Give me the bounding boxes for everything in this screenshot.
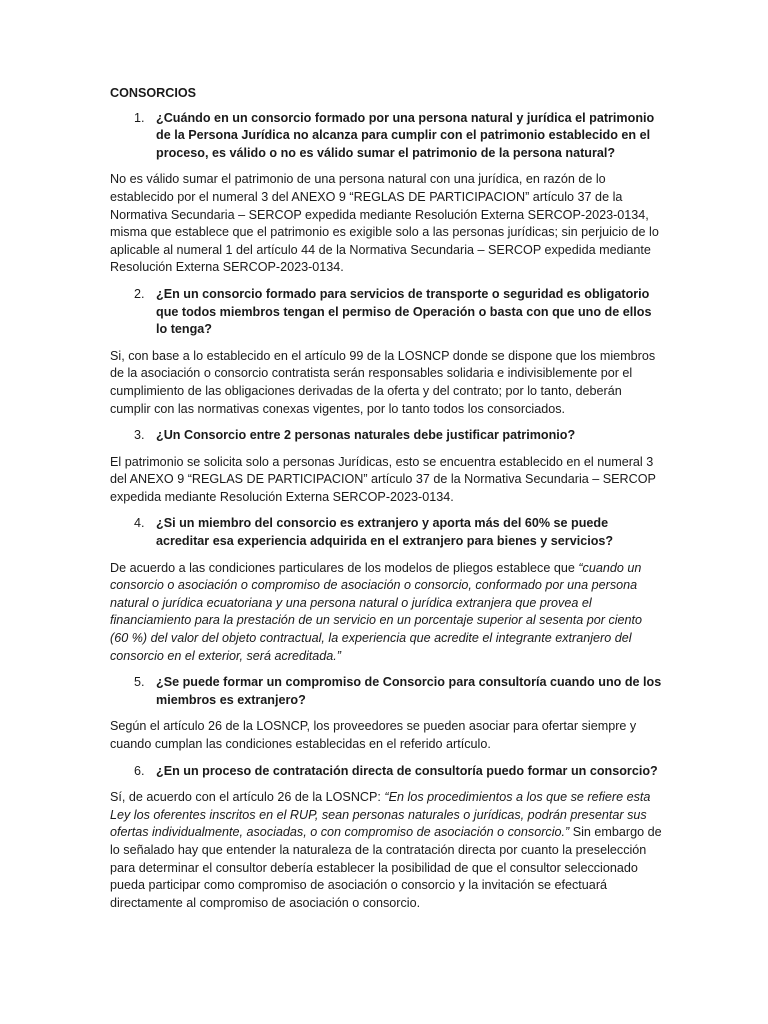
answer-text: De acuerdo a las condiciones particulares de los modelos de pliegos establece que bbox=[110, 560, 579, 575]
question-1 bbox=[110, 110, 662, 163]
document-page bbox=[110, 85, 662, 921]
answer-text: Si, con base a lo establecido en el artículo 99 de la LOSNCP donde se dispone que los miembros de la asociación o consorcio contratista serán responsables solidaria e indivisiblemente por el cumplimiento de las obligaciones derivadas de la oferta y del contrato; por lo tanto, deberán cumplir con las normativas conexas vigentes, por lo tanto todos los consorciados. bbox=[110, 348, 656, 416]
answer-text: El patrimonio se solicita solo a personas Jurídicas, esto se encuentra establecido en el numeral 3 del ANEXO 9 “REGLAS DE PARTICIPACION” artículo 37 de la Normativa Secundaria – SERCOP expedida mediante Resolución Externa SERCOP-2023-0134. bbox=[110, 454, 656, 504]
question-number: 6. bbox=[134, 763, 145, 778]
answer-text: Sí, de acuerdo con el artículo 26 de la LOSNCP: bbox=[110, 790, 385, 805]
question-text: ¿En un consorcio formado para servicios de transporte o seguridad es obligatorio que todos miembros tengan el permiso de Operación o basta con que uno de ellos lo tenga? bbox=[156, 286, 652, 337]
answer-text: No es válido sumar el patrimonio de una persona natural con una jurídica, en razón de lo establecido por el numeral 3 del ANEXO 9 “REGLAS DE PARTICIPACION” artículo 37 de la Normativa Secundaria – SERCOP expedida mediante Resolución Externa SERCOP-2023-0134, misma que establece que el patrimonio es exigible solo a las personas jurídicas; sin perjuicio de lo aplicable al numeral 1 del artículo 44 de la Normativa Secundaria – SERCOP expedida mediante Resolución Externa SERCOP-2023-0134. bbox=[110, 172, 659, 275]
question-4 bbox=[110, 515, 662, 550]
question-number: 2. bbox=[134, 286, 145, 301]
question-3 bbox=[110, 427, 662, 445]
answer-6 bbox=[110, 789, 662, 912]
question-text: ¿Cuándo en un consorcio formado por una persona natural y jurídica el patrimonio de la Persona Jurídica no alcanza para cumplir con el patrimonio establecido en el proceso, es válido o no es válido sumar el patrimonio de la persona natural? bbox=[156, 110, 655, 160]
question-number: 3. bbox=[134, 428, 145, 443]
question-number: 5. bbox=[134, 675, 145, 690]
answer-2 bbox=[110, 348, 662, 418]
answer-4 bbox=[110, 560, 662, 666]
answer-5 bbox=[110, 718, 662, 753]
question-text: ¿En un proceso de contratación directa de consultoría puedo formar un consorcio? bbox=[156, 763, 658, 778]
answer-1 bbox=[110, 171, 662, 277]
answer-quote: “En los procedimientos a los que se refiere esta Ley los oferentes inscritos en el RUP, sean personas naturales o jurídicas, podrán presentar sus ofertas individualmente, asociadas, o con compromiso de asociación o consorcio.” bbox=[110, 790, 651, 840]
question-number: 1. bbox=[134, 110, 145, 125]
question-text: ¿Si un miembro del consorcio es extranjero y aporta más del 60% se puede acreditar esa experiencia adquirida en el extranjero para bienes y servicios? bbox=[156, 516, 614, 549]
answer-3 bbox=[110, 454, 662, 507]
question-number: 4. bbox=[134, 516, 145, 531]
answer-tail: Sin embargo de lo señalado hay que entender la naturaleza de la contratación directa por cuanto la preselección para determinar el consultor debería establecer la posibilidad de que el consultor seleccionado pueda participar como compromiso de asociación o consorcio y la invitación se efectuará directamente al compromiso de asociación o consorcio. bbox=[110, 825, 662, 910]
question-5 bbox=[110, 674, 662, 709]
answer-text: Según el artículo 26 de la LOSNCP, los proveedores se pueden asociar para ofertar siempre y cuando cumplan las condiciones establecidas en el referido artículo. bbox=[110, 719, 637, 751]
question-2 bbox=[110, 286, 662, 339]
question-text: ¿Un Consorcio entre 2 personas naturales debe justificar patrimonio? bbox=[156, 428, 576, 443]
question-text: ¿Se puede formar un compromiso de Consorcio para consultoría cuando uno de los miembros es extranjero? bbox=[156, 675, 662, 707]
question-6 bbox=[110, 763, 662, 781]
document-heading: CONSORCIOS bbox=[110, 86, 197, 100]
answer-quote: “cuando un consorcio o asociación o compromiso de asociación o consorcio, conformado por una persona natural o jurídica ecuatoriana y una persona natural o jurídica extranjera que provea el financiamiento para la prestación de un servicio en un porcentaje superior al sesenta por ciento (60 %) del valor del objeto contractual, la experiencia que acredite el integrante extranjero del consorcio en el exterior, será acreditada.” bbox=[110, 560, 643, 663]
